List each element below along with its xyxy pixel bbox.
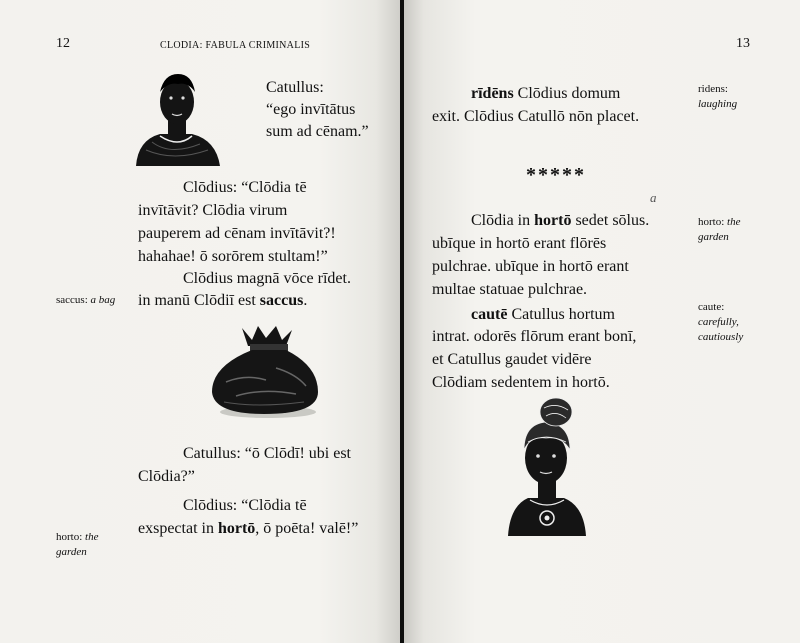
- show-through: [524, 30, 664, 50]
- vocab-word: hortō: [534, 212, 572, 229]
- running-head: CLODIA: FABULA CRIMINALIS: [160, 40, 311, 51]
- paragraph-line: ubīque in hortō erant flōrēs: [432, 235, 607, 252]
- paragraph-line: multae statuae pulchrae.: [432, 281, 588, 298]
- paragraph-line: hahahae! ō sorōrem stultam!”: [138, 248, 328, 265]
- vocab-word: saccus: [259, 292, 304, 309]
- handwritten-mark: a: [650, 190, 657, 205]
- section-break: *****: [526, 164, 586, 186]
- paragraph-line: Clōdia in hortō sedet sōlus.: [471, 212, 650, 229]
- paragraph-line: in manū Clōdiī est saccus.: [138, 292, 308, 309]
- sack-icon: [206, 322, 324, 420]
- paragraph-line: rīdēns Clōdius domum: [471, 85, 621, 102]
- paragraph-line: Clōdius: “Clōdia tē: [183, 179, 307, 196]
- gloss-horto: horto: the garden: [56, 531, 99, 558]
- gloss-horto: horto: the garden: [698, 216, 741, 243]
- catullus-line: sum ad cēnam.”: [266, 123, 369, 140]
- vocab-word: hortō: [217, 520, 256, 537]
- paragraph-line: Clōdia?”: [138, 468, 195, 485]
- paragraph-line: et Catullus gaudet vidēre: [432, 351, 592, 368]
- paragraph-line: pulchrae. ubīque in hortō erant: [432, 258, 629, 275]
- paragraph-line: intrat. odorēs flōrum erant bonī,: [432, 328, 637, 345]
- paragraph-line: pauperem ad cēnam invītāvit?!: [138, 225, 336, 242]
- clodia-bust-icon: [500, 394, 592, 542]
- paragraph-line: exit. Clōdius Catullō nōn placet.: [432, 108, 640, 125]
- page-number: 12: [56, 36, 70, 51]
- gloss-saccus: saccus: a bag: [56, 294, 116, 306]
- paragraph-line: Clōdiam sedentem in hortō.: [432, 374, 610, 391]
- paragraph-line: Clōdius magnā vōce rīdet.: [183, 270, 351, 287]
- vocab-word: cautē: [471, 306, 508, 323]
- catullus-line: “ego invītātus: [266, 101, 356, 118]
- gloss-caute: caute: carefully, cautiously: [698, 301, 744, 343]
- paragraph-line: cautē Catullus hortum: [471, 306, 615, 323]
- catullus-bust-icon: [130, 70, 226, 170]
- right-page: [404, 0, 800, 643]
- gloss-ridens: ridens: laughing: [698, 83, 738, 110]
- paragraph-line: invītāvit? Clōdia virum: [138, 202, 288, 219]
- paragraph-line: Catullus: “ō Clōdī! ubi est: [183, 445, 351, 462]
- catullus-speaker: Catullus:: [266, 79, 324, 96]
- paragraph-line: Clōdius: “Clōdia tē: [183, 497, 307, 514]
- vocab-word: rīdēns: [471, 85, 514, 102]
- paragraph-line: exspectat in hortō, ō poēta! valē!”: [138, 520, 359, 537]
- page-number: 13: [736, 36, 750, 51]
